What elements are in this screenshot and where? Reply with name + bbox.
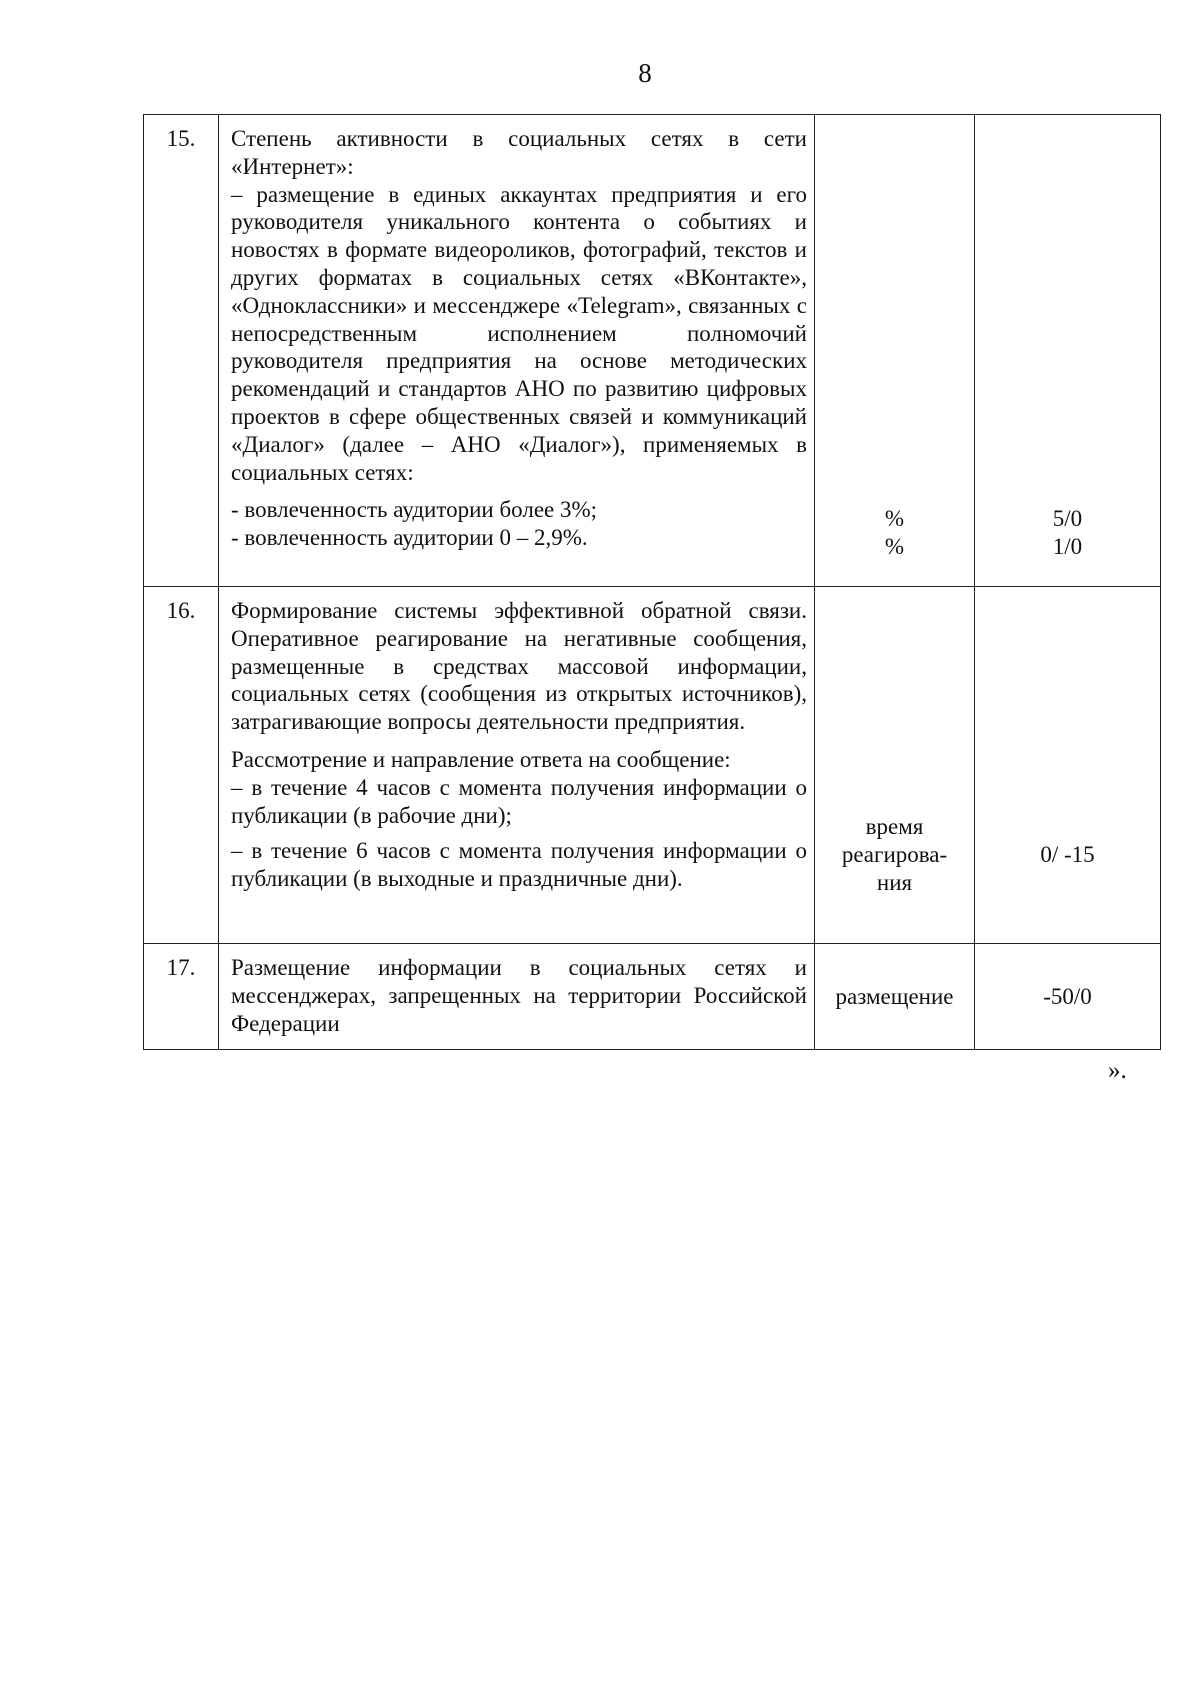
row-score [975, 115, 1161, 587]
row-unit [815, 587, 975, 944]
table-row [144, 587, 1161, 944]
row-16-paragraph-2-line-1: Рассмотрение и направление ответа на сообщение: [231, 746, 731, 772]
row-15-intro: Степень активности в социальных сетях в сети «Интернет»: [231, 126, 807, 179]
table-row [144, 115, 1161, 587]
closing-quote: ». [1108, 1057, 1127, 1084]
row-description [219, 115, 815, 587]
row-16-paragraph-2-line-2: – в течение 4 часов с момента получения информации о публикации (в рабочие дни); [231, 774, 807, 828]
row-number: 16. [144, 587, 219, 944]
row-description [219, 587, 815, 944]
row-15-unit-2: % [884, 533, 905, 559]
page-number: 8 [638, 58, 652, 88]
row-15-unit-1: % [884, 506, 905, 531]
table-row [144, 944, 1161, 1050]
criteria-table [143, 114, 1161, 1050]
row-15-score-2: 1/0 [1052, 533, 1083, 559]
row-16-unit-line-2: реагирова- [841, 841, 948, 867]
row-17-unit: размещение [815, 944, 975, 1050]
row-15-item-1: - вовлеченность аудитории более 3%; [231, 497, 598, 523]
row-number: 15. [144, 115, 219, 587]
row-15-score-1: 5/0 [1052, 506, 1083, 531]
row-16-paragraph-3: – в течение 6 часов с момента получения информации о публикации (в выходные и праздничные дни). [231, 838, 807, 892]
row-16-unit-line-3: ния [876, 869, 913, 895]
row-16-score: 0/ -15 [1040, 842, 1095, 867]
row-16-unit-line-1: время [865, 814, 924, 839]
row-unit [815, 115, 975, 587]
row-15-body: – размещение в единых аккаунтах предприятия и его руководителя уникального контента о событиях и новостях в формате видеороликов, фотографий, текстов и других форматах в социальных сетях «ВКонтакте», «Одноклассники» и мессенджере «Telegram», связанных с непосредственным исполнением полномочий руководителя предприятия на основе методических рекомендаций и стандартов АНО по развитию цифровых проектов в сфере общественных связей и коммуникаций «Диалог» (далее – АНО «Диалог»), применяемых в социальных сетях: [231, 181, 807, 485]
row-17-description: Размещение информации в социальных сетях и мессенджерах, запрещенных на территории Российской Федерации [219, 944, 815, 1050]
row-number: 17. [144, 944, 219, 1050]
row-17-score: -50/0 [975, 944, 1161, 1050]
row-16-paragraph-1: Формирование системы эффективной обратной связи. Оперативное реагирование на негативные сообщения, размещенные в средствах массовой информации, социальных сетях (сообщения из открытых источников), затрагивающие вопросы деятельности предприятия. [231, 598, 807, 735]
row-score [975, 587, 1161, 944]
row-15-item-2: - вовлеченность аудитории 0 – 2,9%. [231, 525, 588, 551]
